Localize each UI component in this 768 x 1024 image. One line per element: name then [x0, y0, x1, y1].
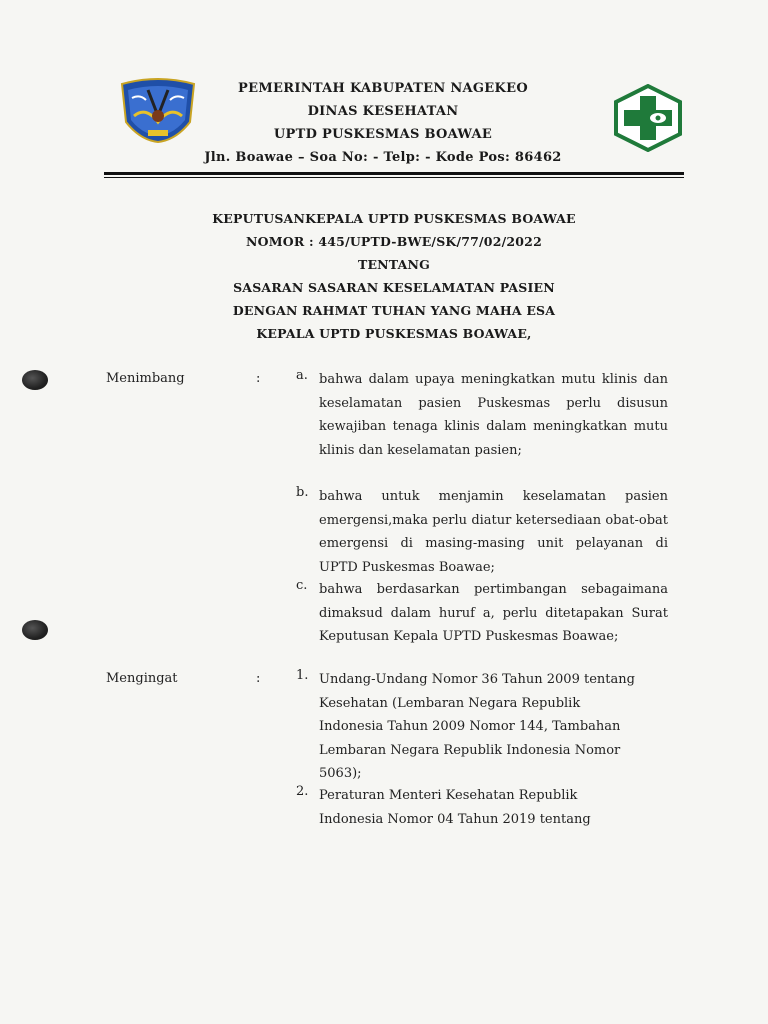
menimbang-item-c: [296, 578, 668, 649]
decree-number: NOMOR : 445/UPTD-BWE/SK/77/02/2022: [246, 234, 542, 249]
item-marker: b.: [296, 485, 309, 500]
item-marker: 2.: [296, 784, 309, 799]
menimbang-colon: :: [256, 371, 261, 386]
decree-heading: KEPUTUSANKEPALA UPTD PUSKESMAS BOAWAE: [212, 211, 576, 226]
letterhead-government: PEMERINTAH KABUPATEN NAGEKEO: [238, 81, 528, 96]
item-text: bahwa berdasarkan pertimbangan sebagaimana dimaksud dalam huruf a, perlu ditetapakan Surat Keputusan Kepala UPTD Puskesmas Boawae;: [319, 582, 668, 644]
item-text: Peraturan Menteri Kesehatan Republik Indonesia Nomor 04 Tahun 2019 tentang: [319, 788, 591, 827]
mengingat-item-2: [296, 784, 636, 831]
punch-hole: [22, 620, 48, 640]
letterhead-address: Jln. Boawae – Soa No: - Telp: - Kode Pos: 86462: [204, 150, 562, 165]
regency-emblem-logo: [118, 76, 198, 144]
mengingat-colon: :: [256, 671, 261, 686]
decree-issuer: KEPALA UPTD PUSKESMAS BOAWAE,: [256, 326, 532, 341]
item-text: Undang-Undang Nomor 36 Tahun 2009 tentang Kesehatan (Lembaran Negara Republik Indonesia Tahun 2009 Nomor 144, Tambahan Lembaran Negara Republik Indonesia Nomor 5063);: [319, 672, 635, 781]
decree-subject: SASARAN SASARAN KESELAMATAN PASIEN: [233, 280, 555, 295]
menimbang-label: Menimbang: [106, 371, 185, 386]
item-text: bahwa dalam upaya meningkatkan mutu klinis dan keselamatan pasien Puskesmas perlu disusun kewajiban tenaga klinis dalam meningkatkan mutu klinis dan keselamatan pasien;: [319, 372, 668, 458]
decree-about: TENTANG: [357, 257, 431, 272]
item-marker: 1.: [296, 668, 309, 683]
puskesmas-cross-logo: [612, 84, 684, 152]
letterhead-department: DINAS KESEHATAN: [307, 104, 459, 119]
item-marker: c.: [296, 578, 308, 593]
letterhead-unit: UPTD PUSKESMAS BOAWAE: [273, 127, 493, 142]
menimbang-item-a: [296, 368, 668, 462]
letterhead-divider-thin: [104, 177, 684, 178]
mengingat-item-1: [296, 668, 636, 786]
letterhead: [198, 77, 568, 169]
item-text: bahwa untuk menjamin keselamatan pasien emergensi,maka perlu diatur ketersediaan obat-obat emergensi di masing-masing unit pelayanan di UPTD Puskesmas Boawae;: [319, 489, 668, 575]
punch-hole: [22, 370, 48, 390]
menimbang-item-b: [296, 485, 668, 579]
decree-invocation: DENGAN RAHMAT TUHAN YANG MAHA ESA: [232, 303, 556, 318]
item-marker: a.: [296, 368, 308, 383]
letterhead-divider-thick: [104, 172, 684, 175]
mengingat-label: Mengingat: [106, 671, 178, 686]
decree-title: [104, 207, 684, 345]
